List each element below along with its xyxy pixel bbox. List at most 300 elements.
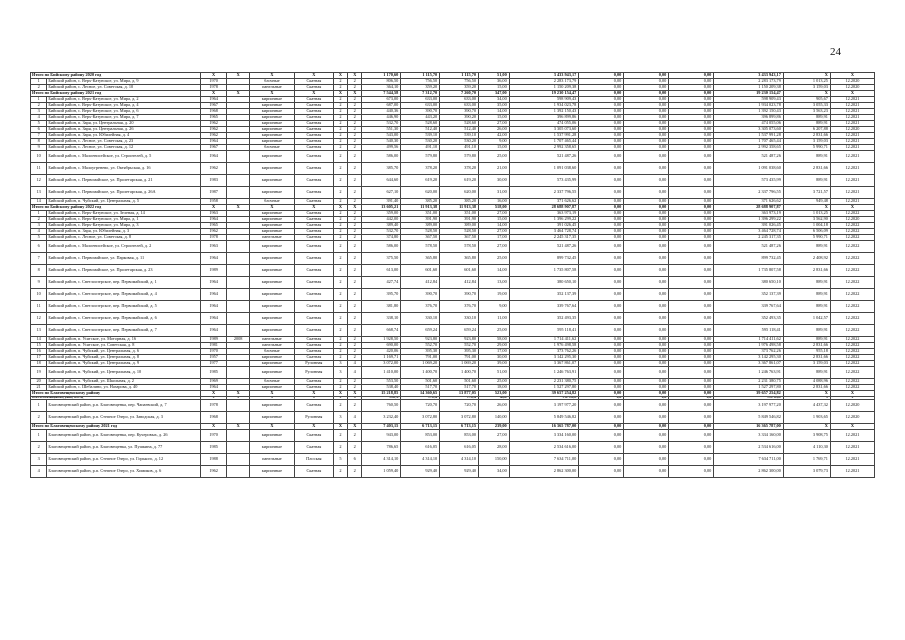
total-cell: X [348,205,362,211]
table-cell: 0,00 [669,325,714,337]
address-cell: Бийский район, п. Чуйский, ул. Центральная, д. 9 [47,361,200,367]
table-cell: 2 [348,265,362,277]
table-cell: 330,10 [401,313,440,325]
total-cell: 9 947 224,02 [509,397,579,400]
table-cell: 7 [31,133,47,139]
table-cell: 2 [333,325,347,337]
table-cell: 0,00 [579,412,624,424]
table-cell: 601,60 [440,265,479,277]
table-cell: 0,00 [669,223,714,229]
table-cell: 12.2021 [830,466,874,478]
table-cell: 0,00 [579,385,624,391]
total-cell: X [294,391,333,397]
table-cell: 2 [348,355,362,361]
table-cell: 12.2022 [830,355,874,361]
total-cell: X [830,391,874,397]
table-cell: 1964 [200,139,227,145]
table-cell: 619,20 [440,175,479,187]
table-cell: 2 [348,211,362,217]
table-cell: 474 055,06 [714,121,784,127]
table-cell: блочные [249,145,294,151]
table-cell: 2 408,92 [783,253,830,265]
total-cell: 7 403,15 [362,424,401,430]
table-row [31,163,875,175]
table-cell: 2 [31,217,47,223]
table-cell: 2 [333,343,347,349]
table-cell: 4 314,10 [440,454,479,466]
table-cell: 756,50 [440,79,479,85]
total-cell: 0,00 [579,424,624,430]
table-cell: 25,00 [479,253,510,265]
address-cell: Бийский район, п. Чуйский, ул. Центральная, д. 8 [47,355,200,361]
table-cell: 889,91 [783,337,830,343]
table-cell: 7 634 711,00 [714,454,784,466]
table-cell: 390,70 [401,109,440,115]
table-cell: 2 [333,199,347,205]
table-cell: 378,20 [440,163,479,175]
table-cell: 0,00 [624,289,669,301]
table-cell: 889,91 [783,367,830,379]
table-cell: 26,00 [479,400,510,412]
table-cell: 690,00 [362,343,401,349]
table-cell: 0,00 [624,145,669,151]
table-cell: 12.2022 [830,349,874,355]
table-cell: 720,70 [401,400,440,412]
table-cell: 0,00 [624,253,669,265]
table-cell: Скатная [294,163,333,175]
total-cell: 39 657 254,82 [714,391,784,397]
table-cell: 3 159,03 [783,85,830,91]
table-cell: 12.2022 [830,361,874,367]
table-cell: 446,90 [362,115,401,121]
table-cell: Плоская [294,454,333,466]
table-cell: 2 831,66 [783,385,830,391]
table-cell: 491,10 [440,145,479,151]
table-cell: 2 231 380,75 [509,379,579,385]
table-cell: 351,00 [401,211,440,217]
table-cell: 51,00 [479,367,510,379]
table-cell: 3 305 073,60 [714,127,784,133]
table-cell: 0,00 [579,313,624,325]
table-cell: 501,60 [440,379,479,385]
table-cell: 0,00 [669,187,714,199]
total-cell: 11 913,38 [440,205,479,211]
table-cell: 644,60 [362,175,401,187]
table-cell: 15,00 [479,217,510,223]
table-cell: 3 232,40 [362,412,401,424]
address-cell: Бийский район, с. Светлоозерское, пер. Первомайский, д. 1 [47,277,200,289]
table-cell: 889,91 [783,241,830,253]
table-row [31,151,875,163]
table-cell: 0,00 [669,367,714,379]
table-cell: 1 246 763,91 [714,367,784,379]
table-cell: 2 231 380,75 [714,379,784,385]
table-cell: Скатная [294,133,333,139]
table-cell: 12.2021 [830,109,874,115]
table-cell: 12.2022 [830,253,874,265]
table-cell: кирпичные [249,127,294,133]
table-cell: 2 [333,163,347,175]
table-cell: 3 159,03 [783,139,830,145]
table-cell: 955,18 [783,349,830,355]
table-cell: 2 [348,235,362,241]
table-cell: 538,40 [362,385,401,391]
table-cell: 2 [348,217,362,223]
table-cell: панельные [249,235,294,241]
table-cell: 7 634 711,00 [509,454,579,466]
table-cell: 13 [31,325,47,337]
table-cell: Скатная [294,145,333,151]
table-cell: 521 487,26 [509,151,579,163]
total-cell: 3 433 943,17 [714,73,784,79]
table-cell: 16,00 [479,199,510,205]
total-cell: X [333,397,347,400]
table-cell: 3 072,80 [440,412,479,424]
table-cell: 8 [31,265,47,277]
table-cell: 1962 [200,127,227,133]
table-cell: 0,00 [624,187,669,199]
total-label: Итого по Благовещенскому району 2020 год [31,397,201,400]
table-cell: 390,70 [440,109,479,115]
table-row [31,277,875,289]
table-cell: 0,00 [579,454,624,466]
table-cell: Рулонная [294,367,333,379]
table-cell: 552,70 [440,343,479,349]
total-cell: X [333,391,347,397]
table-cell: 889,91 [783,289,830,301]
table-cell: Скатная [294,325,333,337]
total-cell: 0,00 [624,424,669,430]
total-cell: 51,00 [479,73,510,79]
total-cell: X [783,205,830,211]
total-label: Итого по Благовещенскому району [31,391,201,397]
table-cell: 0,00 [579,400,624,412]
table-cell: Скатная [294,430,333,442]
table-cell: 1 537 991,28 [714,133,784,139]
table-cell: 1 769,71 [783,454,830,466]
table-cell: 389,40 [362,223,401,229]
table-cell: 0,00 [669,265,714,277]
table-cell: 2 [333,109,347,115]
table-cell: 2008 [227,337,250,343]
table-cell: 528,50 [401,229,440,235]
address-cell: Бийский район, с. Малоугренево, ул. Октябрьская, д. 16 [47,163,200,175]
table-cell: 12.2021 [830,139,874,145]
total-cell: X [830,205,874,211]
table-cell: кирпичные [249,430,294,442]
table-cell: 0,00 [624,85,669,91]
table-cell: кирпичные [249,412,294,424]
total-cell: X [830,91,874,97]
table-cell: кирпичные [249,187,294,199]
table-cell: 0,00 [669,412,714,424]
table-cell: 2 831,66 [783,133,830,139]
table-cell: 0,00 [624,400,669,412]
table-cell: Рулонная [294,361,333,367]
table-cell: 1964 [200,325,227,337]
table-cell: 2 [333,235,347,241]
table-cell: кирпичные [249,301,294,313]
total-cell: X [348,391,362,397]
table-cell [227,151,250,163]
table-cell: 12.2020 [830,127,874,133]
table-cell: блочные [249,79,294,85]
table-cell: 376,70 [440,301,479,313]
table-cell: 0,00 [669,349,714,355]
table-cell: 2 [333,349,347,355]
table-cell: 3 142 295,30 [714,355,784,361]
table-cell: кирпичные [249,139,294,145]
table-cell: 619,20 [401,175,440,187]
address-cell: Бийский район, с. Верх-Катунское, ул. Мира, д. 9 [47,79,200,85]
table-cell: 0,00 [669,289,714,301]
total-cell: 0,00 [579,397,624,400]
table-cell: 0,00 [579,289,624,301]
table-cell: 29,00 [479,343,510,349]
table-cell: кирпичные [249,466,294,478]
table-cell: 1 [31,79,47,85]
table-cell: 0,00 [579,325,624,337]
address-cell: Благовещенский район, р.п. Благовещенка, ул. Пушкина, д. 77 [47,442,200,454]
table-cell: 18,00 [479,385,510,391]
table-cell: Скатная [294,337,333,343]
table-cell: 1 976 498,58 [509,343,579,349]
table-cell: 6 [348,454,362,466]
table-cell: 17,00 [479,235,510,241]
address-cell: Бийский район, п. Заря, ул. Юбилейная, д. 4 [47,133,200,139]
table-cell: Скатная [294,121,333,127]
table-cell: 34,00 [479,466,510,478]
table-cell: 0,00 [669,442,714,454]
address-cell: Бийский район, с. Верх-Катунское, ул. Мира, д. 6 [47,109,200,115]
table-cell: 12.2021 [830,187,874,199]
total-cell: X [249,397,294,400]
total-cell: X [227,91,250,97]
table-cell: 2 [333,442,347,454]
table-cell: 949,48 [783,199,830,205]
total-cell: X [348,73,362,79]
total-cell: 28 688 907,87 [509,205,579,211]
table-cell: 2 [333,127,347,133]
total-cell: X [227,424,250,430]
table-cell: 2 [333,115,347,121]
table-cell: 1965 [200,115,227,121]
table-cell: 373 762,26 [714,349,784,355]
table-cell: 2 831,66 [783,265,830,277]
table-cell: 2 [333,229,347,235]
table-cell: 0,00 [579,151,624,163]
total-cell: 7 312,70 [401,91,440,97]
table-cell: 2 831,66 [783,163,830,175]
table-cell: 1967 [200,145,227,151]
table-cell: кирпичные [249,211,294,217]
table-cell: кирпичные [249,223,294,229]
table-cell: 3 334 160,00 [714,430,784,442]
table-cell: 9,00 [479,301,510,313]
table-cell: 391 026,45 [714,223,784,229]
table-cell: 0,00 [669,313,714,325]
table-row [31,367,875,379]
table-cell: 1977 [200,361,227,367]
table-cell: 512,40 [401,127,440,133]
total-cell: 7 260,70 [440,91,479,97]
table-cell: кирпичные [249,442,294,454]
table-cell: 598 909,43 [509,97,579,103]
table-cell: 620,00 [401,187,440,199]
table-cell: 3 [333,367,347,379]
table-cell: 2 [333,430,347,442]
table-cell: 12.2021 [830,163,874,175]
table-cell: 359,20 [401,85,440,91]
table-cell: 1 903,65 [783,412,830,424]
table-cell: 1957 [200,355,227,361]
table-cell [227,400,250,412]
total-cell: X [249,424,294,430]
table-cell: 367,50 [440,235,479,241]
table-cell: 2 [333,85,347,91]
table-cell: 0,00 [624,430,669,442]
table-row [31,466,875,478]
table-cell: 12.2020 [830,217,874,223]
table-cell: 0,00 [624,79,669,85]
table-cell: 0,00 [624,163,669,175]
table-cell: 385,70 [362,163,401,175]
table-cell: 521 487,26 [509,241,579,253]
table-cell: кирпичные [249,253,294,265]
address-cell: Бийский район, с. Лесное, ул. Советская, д. 8 [47,235,200,241]
total-cell: 13 605,21 [362,205,401,211]
table-cell: 1978 [200,85,227,91]
table-cell: 3 [333,361,347,367]
table-cell: 2 534 616,00 [509,442,579,454]
table-cell: 0,00 [624,325,669,337]
table-cell: кирпичные [249,265,294,277]
table-cell: 0,00 [624,454,669,466]
table-cell: 367,50 [401,235,440,241]
table-cell: 4 314,10 [401,454,440,466]
table-cell: 2 [348,400,362,412]
table-cell: 2 [348,97,362,103]
table-cell: 1 091 038,60 [714,163,784,175]
total-cell: 28 688 907,87 [714,205,784,211]
table-cell: 395,70 [362,289,401,301]
table-cell: 0,00 [624,121,669,127]
table-cell: 2 [333,385,347,391]
table-cell: Рулонная [294,412,333,424]
total-cell: X [783,73,830,79]
total-cell: X [227,391,250,397]
table-cell: 2 [348,151,362,163]
address-cell: Бийский район, п. Заря, ул. Центральная, д. 20 [47,121,200,127]
table-cell: 573 435,99 [714,175,784,187]
table-cell: 598 909,43 [714,97,784,103]
total-cell: X [348,397,362,400]
table-cell: 786,65 [362,442,401,454]
table-cell: 391,90 [440,217,479,223]
table-cell: 12.2022 [830,211,874,217]
table-cell: 4 [31,115,47,121]
table-cell: 14,00 [479,265,510,277]
table-cell: 2 [348,466,362,478]
total-cell: 1 115,70 [401,73,440,79]
table-cell: 543,00 [362,133,401,139]
table-cell: 1965 [200,223,227,229]
table-cell: 1 150 209,38 [714,85,784,91]
table-cell: 6 207,88 [783,127,830,133]
table-cell: 0,00 [579,121,624,127]
table-cell: 1967 [200,103,227,109]
table-cell: 0,00 [579,79,624,85]
address-cell: Бийский район, с. Светлоозерское, пер. Первомайский, д. 4 [47,289,200,301]
table-cell: 929,40 [401,466,440,478]
address-cell: Благовещенский район, р.п. Благовещенка, пер. Кучеровых, д. 26 [47,430,200,442]
table-cell: 1989 [200,265,227,277]
table-cell: 58,00 [479,337,510,343]
table-cell: 616,05 [440,442,479,454]
address-cell: Бийский район, с. Верх-Катунское, ул. Зеленая, д. 14 [47,211,200,217]
table-cell: 3 [333,412,347,424]
table-cell: 1968 [200,109,227,115]
table-cell: 2 [348,253,362,265]
total-label: Итого по Бийскому району 2022 год [31,205,201,211]
table-cell: 1 069,20 [401,361,440,367]
table-cell: 12.2022 [830,229,874,235]
table-cell: 12.2021 [830,115,874,121]
table-cell: 14,00 [479,223,510,229]
table-cell: 0,00 [624,241,669,253]
table-cell: 0,00 [624,151,669,163]
table-cell: 1970 [200,349,227,355]
table-cell: 0,00 [579,199,624,205]
table-cell: 0,00 [669,109,714,115]
housing-register-table [30,72,875,478]
table-cell: 4 088,96 [783,379,830,385]
total-cell: X [830,73,874,79]
table-row [31,265,875,277]
table-cell: 15,00 [479,85,510,91]
table-cell: кирпичные [249,361,294,367]
table-cell: панельные [249,337,294,343]
table-cell: 2 [348,349,362,355]
address-cell: Бийский район, с. Верх-Катунское, ул. Мира, д. 1 [47,217,200,223]
table-cell: 2 [31,442,47,454]
table-cell: 2 [333,466,347,478]
total-label: Итого по Бийскому району 2020 год [31,73,201,79]
total-cell: X [294,73,333,79]
table-cell: 12.2022 [830,367,874,379]
total-cell: X [227,205,250,211]
table-cell: 760,50 [362,400,401,412]
total-cell: 15 218,85 [362,391,401,397]
table-cell: 521 487,26 [714,241,784,253]
table-cell: 1 059,40 [362,466,401,478]
table-cell: 3 072,00 [362,361,401,367]
table-cell: 2 [348,103,362,109]
table-cell: 12.2022 [830,379,874,385]
table-cell: 365,80 [401,253,440,265]
table-cell: 12.2022 [830,343,874,349]
table-cell: 1964 [200,97,227,103]
total-cell: 0,00 [669,205,714,211]
total-cell: 239,00 [479,424,510,430]
table-cell: 0,00 [624,103,669,109]
table-cell: 2 [333,211,347,217]
table-cell: Скатная [294,109,333,115]
table-cell: 0,00 [669,103,714,109]
table-cell: 2 [333,223,347,229]
table-cell: кирпичные [249,400,294,412]
table-cell: 0,00 [579,229,624,235]
